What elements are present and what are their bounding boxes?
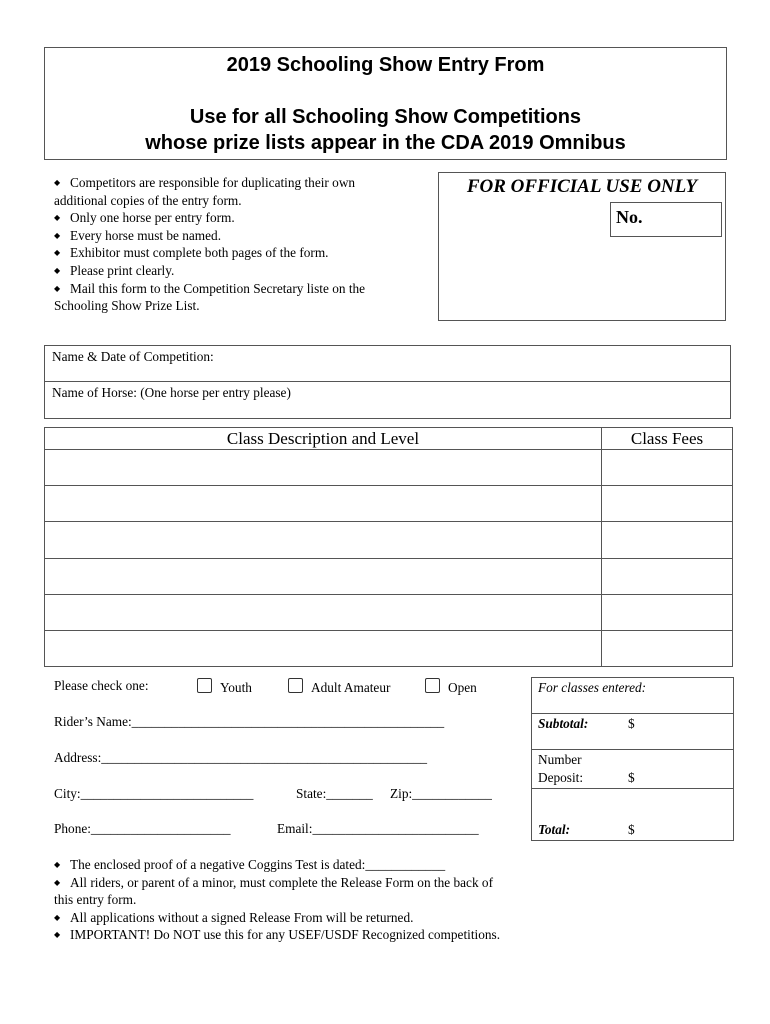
instruction-item: ◆ Mail this form to the Competition Secretary liste on the Schooling Show Prize List.	[54, 280, 366, 314]
subtotal-row[interactable]	[532, 714, 733, 750]
instruction-item: ◆ Competitors are responsible for duplicating their own additional copies of the entry form.	[54, 175, 356, 208]
adult-amateur-checkbox[interactable]	[288, 678, 303, 693]
subtotal-label: Subtotal:	[538, 716, 589, 731]
adult-amateur-label: Adult Amateur	[311, 680, 391, 695]
class-description-header: Class Description and Level	[226, 429, 420, 448]
email-field[interactable]: Email:_________________________	[277, 821, 479, 836]
bullet-icon: ◆	[54, 230, 61, 240]
class-fees-header: Class Fees	[630, 429, 704, 448]
bullet-icon: ◆	[54, 930, 61, 940]
official-use-title: FOR OFFICIAL USE ONLY	[466, 176, 698, 197]
youth-label: Youth	[220, 680, 252, 695]
official-number-field[interactable]	[610, 202, 722, 237]
adult-amateur-option[interactable]	[288, 678, 390, 696]
bullet-icon: ◆	[54, 860, 61, 869]
form-title: 2019 Schooling Show Entry From	[226, 54, 545, 76]
table-row[interactable]	[45, 450, 732, 486]
note-item: ◆ IMPORTANT! Do NOT use this for any USEF/USDF Recognized competitions.	[54, 927, 501, 943]
note-item: ◆ All riders, or parent of a minor, must complete the Release Form on the back of this entry form.	[54, 874, 494, 908]
deposit-currency: $	[628, 770, 635, 785]
youth-checkbox[interactable]	[197, 678, 212, 693]
phone-field[interactable]: Phone:_____________________	[54, 821, 231, 836]
table-row[interactable]	[45, 486, 732, 522]
deposit-label-line2: Deposit:	[538, 770, 584, 785]
total-row[interactable]	[532, 789, 733, 840]
youth-option[interactable]	[197, 678, 252, 696]
table-row[interactable]	[45, 559, 732, 595]
address-field[interactable]: Address:_________________________________________________	[54, 750, 428, 765]
table-header-row	[45, 428, 732, 450]
official-use-box	[438, 172, 726, 321]
form-header	[44, 47, 727, 160]
bullet-icon: ◆	[54, 265, 61, 275]
note-item: ◆ The enclosed proof of a negative Coggins Test is dated:____________	[54, 857, 446, 872]
competition-label: Name & Date of Competition:	[52, 349, 214, 364]
deposit-row[interactable]	[532, 750, 733, 789]
deposit-label-line1: Number	[538, 752, 582, 767]
bullet-icon: ◆	[54, 213, 61, 223]
instruction-item: ◆ Please print clearly.	[54, 262, 175, 278]
bullet-icon: ◆	[54, 912, 61, 922]
entry-info-box	[44, 345, 731, 419]
competition-field[interactable]	[45, 346, 730, 382]
official-number-label: No.	[616, 207, 643, 227]
open-checkbox[interactable]	[425, 678, 440, 693]
bullet-icon: ◆	[54, 283, 61, 293]
bullet-icon: ◆	[54, 178, 61, 187]
bottom-notes-list	[54, 856, 504, 944]
total-label: Total:	[538, 822, 571, 837]
city-field[interactable]: City:__________________________	[54, 786, 254, 801]
bullet-icon: ◆	[54, 877, 61, 887]
instructions-list	[54, 174, 394, 315]
subtotal-currency: $	[628, 716, 635, 731]
table-row[interactable]	[45, 595, 732, 631]
rider-name-field[interactable]: Rider’s Name:_______________________________________________	[54, 714, 445, 729]
instruction-item: ◆ Only one horse per entry form.	[54, 210, 235, 226]
check-one-prompt: Please check one:	[54, 678, 149, 693]
open-option[interactable]	[425, 678, 477, 696]
note-item: ◆ All applications without a signed Release From will be returned.	[54, 909, 414, 925]
bullet-icon: ◆	[54, 248, 61, 258]
open-label: Open	[448, 680, 477, 695]
horse-label: Name of Horse: (One horse per entry please)	[52, 385, 291, 400]
fees-box	[531, 677, 734, 841]
form-subtitle-line2: whose prize lists appear in the CDA 2019 Omnibus	[145, 132, 626, 154]
instruction-item: ◆ Exhibitor must complete both pages of the form.	[54, 245, 329, 261]
horse-field[interactable]	[45, 382, 730, 418]
form-subtitle-line1: Use for all Schooling Show Competitions	[189, 106, 582, 128]
fees-header-row	[532, 678, 733, 714]
total-currency: $	[628, 822, 635, 837]
table-row[interactable]	[45, 522, 732, 559]
instruction-item: ◆ Every horse must be named.	[54, 227, 222, 243]
state-field[interactable]: State:_______	[296, 786, 373, 801]
zip-field[interactable]: Zip:____________	[390, 786, 492, 801]
fees-header: For classes entered:	[538, 680, 647, 695]
class-table	[44, 427, 733, 667]
